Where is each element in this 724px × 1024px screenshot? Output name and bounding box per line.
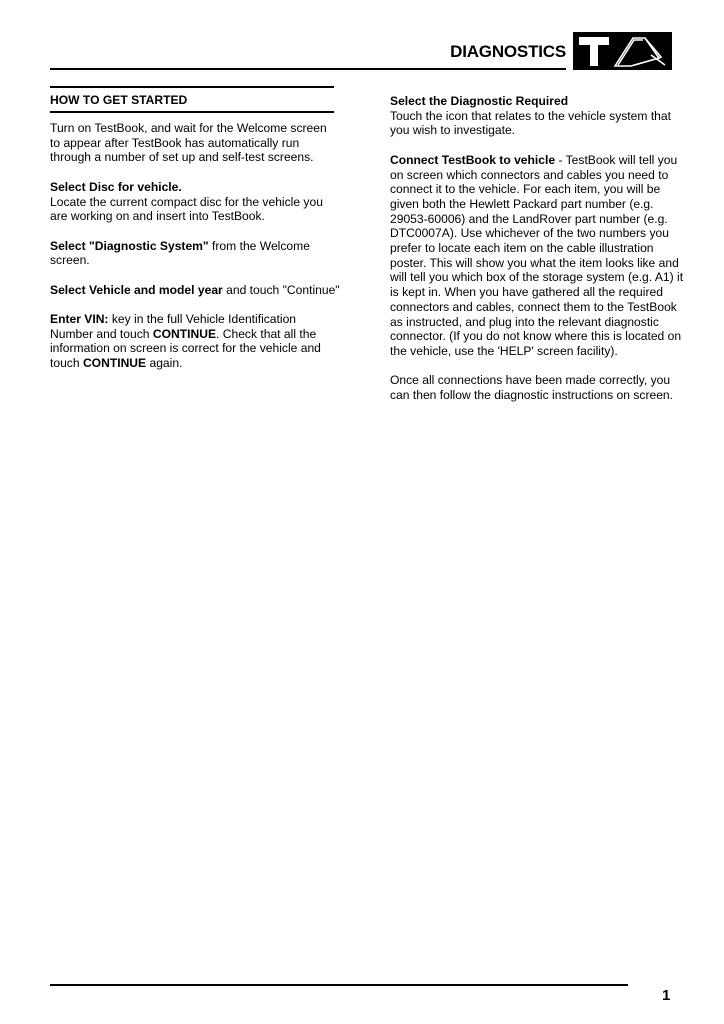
step-select-vehicle-text: and touch "Continue" <box>222 282 340 297</box>
continue-keyword: CONTINUE <box>82 356 147 371</box>
step-select-disc <box>50 180 340 224</box>
step-enter-vin-text-1: key in the full Vehicle Identification Number and touch <box>50 312 297 341</box>
testbook-logo-icon <box>573 32 672 70</box>
closing-paragraph: Once all connections have been made correctly, you can then follow the diagnostic instructions on screen. <box>390 373 674 403</box>
header-divider <box>50 68 566 70</box>
section-heading: HOW TO GET STARTED <box>50 93 188 107</box>
step-enter-vin <box>50 312 340 371</box>
left-column <box>50 86 340 386</box>
continue-keyword: CONTINUE <box>152 326 217 341</box>
step-select-system-title: Select "Diagnostic System" <box>50 238 209 253</box>
page-number: 1 <box>662 987 671 1004</box>
intro-paragraph: Turn on TestBook, and wait for the Welcome screen to appear after TestBook has automatically run through a number of set up and self-test screens. <box>50 121 327 165</box>
step-connect-testbook-title: Connect TestBook to vehicle <box>390 152 556 167</box>
page-section-title: DIAGNOSTICS <box>450 42 566 61</box>
step-connect-testbook <box>390 153 690 359</box>
step-select-disc-text: Locate the current compact disc for the vehicle you are working on and insert into TestBook. <box>50 194 323 224</box>
step-select-diagnostic-text: Touch the icon that relates to the vehicle system that you wish to investigate. <box>390 108 671 138</box>
step-select-diagnostic-title: Select the Diagnostic Required <box>390 94 569 108</box>
step-enter-vin-text-2: . Check that all the information on screen is correct for the vehicle and touch <box>50 326 321 371</box>
step-select-vehicle <box>50 283 340 298</box>
step-select-system <box>50 239 340 268</box>
footer-divider <box>50 984 628 986</box>
step-select-vehicle-title: Select Vehicle and model year <box>50 282 223 297</box>
step-select-system-text: from the Welcome screen. <box>50 238 310 268</box>
step-select-disc-title: Select Disc for vehicle. <box>50 179 182 194</box>
step-enter-vin-text-3: again. <box>146 356 183 371</box>
right-column <box>390 94 690 417</box>
section-divider-bottom <box>50 111 334 113</box>
section-divider-top <box>50 86 334 88</box>
step-connect-testbook-text: - TestBook will tell you on screen which connectors and cables you need to connect it to the vehicle. For each item, you will be given both the Hewlett Packard part number (e.g. 29053-60006) and the LandRover part number (e.g. DTC0007A). Use whichever of the two numbers you prefer to locate each item on the cable illustration poster. This will show you what the item looks like and will tell you which box of the storage system (e.g. A1) it is kept in. When you have gathered all the required connectors and cables, connect them to the TestBook as instructed, and plug into the relevant diagnostic connector. (If you do not know where this is located on the vehicle, use the 'HELP' screen facility). <box>390 152 684 358</box>
step-enter-vin-title: Enter VIN: <box>50 312 109 327</box>
step-select-diagnostic <box>390 94 690 138</box>
